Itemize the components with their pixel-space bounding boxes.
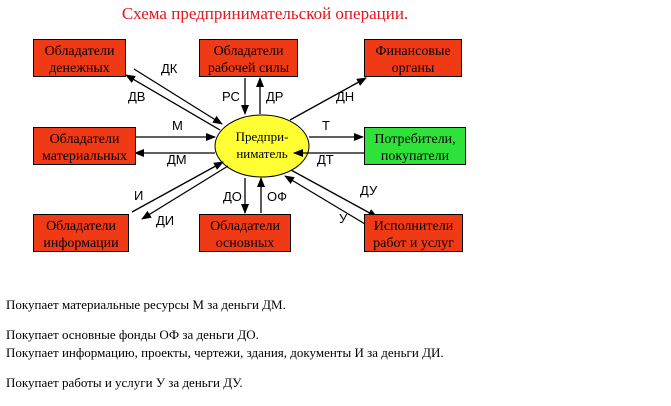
label-m: М — [172, 118, 183, 133]
box-money-holders: Обладатели денежных — [33, 39, 126, 77]
arrow-dn — [290, 78, 366, 120]
label-dv: ДВ — [128, 89, 146, 104]
arrow-i — [132, 162, 223, 212]
entrepreneur-label: Предпри- ниматель — [235, 129, 289, 161]
label-of: ОФ — [267, 189, 287, 204]
box-financial-bodies: Финансовые органы — [364, 39, 462, 77]
label-do: ДО — [223, 189, 242, 204]
label-dt: ДТ — [317, 152, 334, 167]
label-di: ДИ — [156, 213, 175, 228]
box-material-holders: Обладатели материальных — [33, 127, 136, 165]
box-fixed-assets-holders: Обладатели основных — [199, 214, 291, 252]
text-line-fixed-assets: Покупает основные фонды ОФ за деньги ДО. — [6, 327, 259, 342]
label-dm: ДМ — [167, 152, 187, 167]
box-information-holders: Обладатели информации — [33, 214, 129, 252]
arrow-dk — [134, 69, 222, 124]
label-t: Т — [322, 118, 330, 133]
arrow-u — [285, 176, 370, 227]
box-labor-holders: Обладатели рабочей силы — [199, 39, 298, 77]
text-line-materials: Покупает материальные ресурсы М за деньги ДМ. — [6, 297, 286, 312]
label-dr: ДР — [266, 89, 284, 104]
label-u: У — [339, 211, 348, 226]
label-i: И — [134, 188, 144, 203]
diagram-title: Схема предпринимательской операции. — [121, 4, 409, 23]
box-consumers: Потребители, покупатели — [364, 127, 466, 165]
label-dk: ДК — [161, 61, 178, 76]
label-dn: ДН — [336, 89, 355, 104]
text-line-services: Покупает работы и услуги У за деньги ДУ. — [6, 375, 243, 390]
label-rs: РС — [222, 89, 240, 104]
arrow-di — [142, 166, 228, 219]
box-contractors: Исполнители работ и услуг — [364, 214, 463, 252]
text-line-information: Покупает информацию, проекты, чертежи, здания, документы И за деньги ДИ. — [6, 345, 444, 360]
label-du: ДУ — [360, 183, 378, 198]
